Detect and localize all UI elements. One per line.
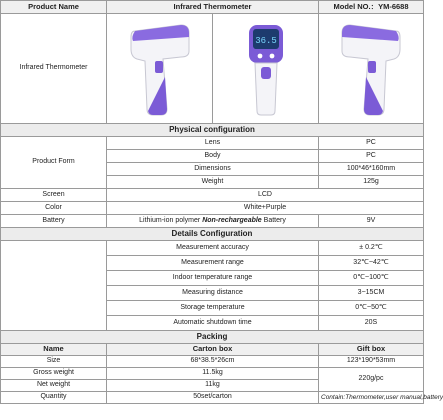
packing-col-gift: Gift box bbox=[319, 344, 424, 356]
thermometer-side-image bbox=[107, 14, 213, 124]
spec-value: PC bbox=[319, 150, 424, 163]
physical-section-row bbox=[1, 124, 424, 137]
thermometer-front-view-icon bbox=[231, 17, 301, 121]
detail-name: Storage temperature bbox=[107, 301, 319, 316]
header-row bbox=[1, 1, 424, 14]
packing-carton: 50set/carton bbox=[107, 392, 319, 404]
spec-name: Lens bbox=[107, 137, 319, 150]
packing-col-carton: Carton box bbox=[107, 344, 319, 356]
battery-suffix: Battery bbox=[263, 216, 286, 224]
color-label: Color bbox=[1, 202, 107, 215]
battery-type bbox=[107, 215, 319, 228]
detail-value: 3~15CM bbox=[319, 286, 424, 301]
spec-value: PC bbox=[319, 137, 424, 150]
packing-carton: 11kg bbox=[107, 380, 319, 392]
battery-emphasis: Non-rechargeable bbox=[202, 216, 262, 224]
thermometer-front-image bbox=[213, 14, 319, 124]
table-row bbox=[1, 215, 424, 228]
packing-section-row bbox=[1, 331, 424, 344]
table-row bbox=[1, 368, 424, 380]
spec-value: 100*46*160mm bbox=[319, 163, 424, 176]
packing-name: Gross weight bbox=[1, 368, 107, 380]
thermometer-back-image bbox=[319, 14, 424, 124]
thermometer-back-view-icon bbox=[336, 17, 406, 121]
table-row bbox=[1, 202, 424, 215]
packing-name: Size bbox=[1, 356, 107, 368]
product-name-value: Infrared Thermometer bbox=[107, 1, 319, 14]
detail-value: 0℃~50℃ bbox=[319, 301, 424, 316]
table-row bbox=[1, 356, 424, 368]
packing-carton: 11.5kg bbox=[107, 368, 319, 380]
detail-value: 0℃~100℃ bbox=[319, 271, 424, 286]
battery-value: 9V bbox=[319, 215, 424, 228]
screen-label: Screen bbox=[1, 189, 107, 202]
packing-name: Quantity bbox=[1, 392, 107, 404]
detail-name: Measuring distance bbox=[107, 286, 319, 301]
detail-name: Indoor temperature range bbox=[107, 271, 319, 286]
spec-value: 125g bbox=[319, 176, 424, 189]
table-row bbox=[1, 392, 424, 404]
detail-value: 32℃~42℃ bbox=[319, 256, 424, 271]
spec-name: Body bbox=[107, 150, 319, 163]
spec-name: Weight bbox=[107, 176, 319, 189]
table-row bbox=[1, 189, 424, 202]
model-label: Model NO.：YM-6688 bbox=[319, 1, 424, 14]
detail-name: Measurement range bbox=[107, 256, 319, 271]
physical-section-title: Physical configuration bbox=[1, 124, 424, 137]
image-row-label: Infrared Thermometer bbox=[1, 14, 107, 124]
color-value: White+Purple bbox=[107, 202, 424, 215]
battery-prefix: Lithium-ion polymer bbox=[139, 216, 201, 224]
detail-value: 20S bbox=[319, 316, 424, 331]
packing-gift: Contain:Thermometer,user manual,battery bbox=[319, 392, 424, 404]
detail-name: Measurement accuracy bbox=[107, 241, 319, 256]
battery-label: Battery bbox=[1, 215, 107, 228]
detail-name: Automatic shutdown time bbox=[107, 316, 319, 331]
packing-col-name: Name bbox=[1, 344, 107, 356]
packing-gift: 220g/pc bbox=[319, 368, 424, 392]
table-row bbox=[1, 137, 424, 150]
packing-section-title: Packing bbox=[1, 331, 424, 344]
spec-name: Dimensions bbox=[107, 163, 319, 176]
thermometer-side-view-icon bbox=[125, 17, 195, 121]
detail-value: ± 0.2℃ bbox=[319, 241, 424, 256]
details-section-title: Details Configuration bbox=[1, 228, 424, 241]
packing-gift: 123*190*53mm bbox=[319, 356, 424, 368]
packing-name: Net weight bbox=[1, 380, 107, 392]
image-row bbox=[1, 14, 424, 124]
table-row bbox=[1, 241, 424, 256]
details-section-row bbox=[1, 228, 424, 241]
screen-value: LCD bbox=[107, 189, 424, 202]
packing-carton: 68*38.5*26cm bbox=[107, 356, 319, 368]
svg-text:36.5: 36.5 bbox=[254, 35, 277, 46]
product-form-label: Product Form bbox=[1, 137, 107, 189]
details-blank bbox=[1, 241, 107, 331]
packing-header-row bbox=[1, 344, 424, 356]
product-name-label: Product Name bbox=[1, 1, 107, 14]
